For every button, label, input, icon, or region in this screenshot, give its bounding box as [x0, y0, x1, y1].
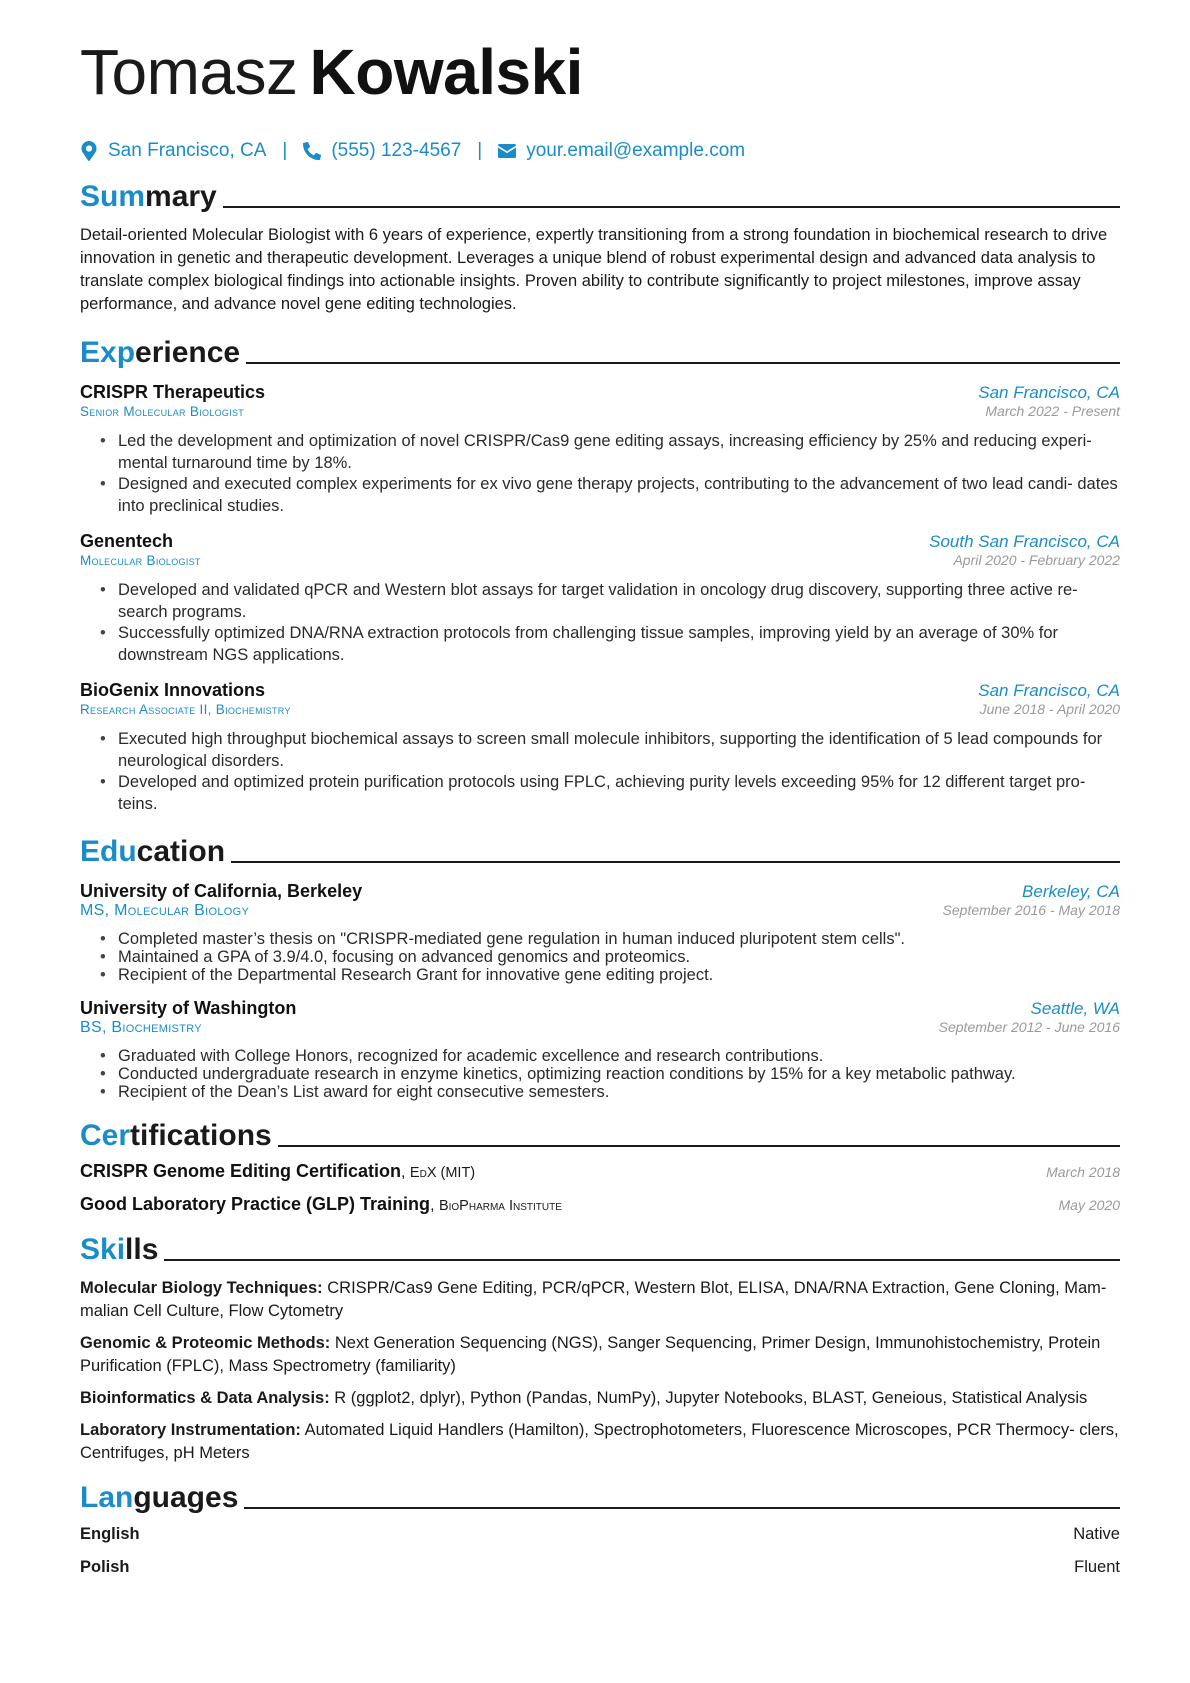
employer-location: San Francisco, CA — [978, 383, 1120, 402]
section-rule — [278, 1145, 1120, 1147]
skill-label: Bioinformatics & Data Analysis: — [80, 1389, 330, 1407]
degree: MS, Molecular Biology — [80, 902, 250, 919]
job-bullets — [80, 431, 1120, 517]
skill-value: Next Generation Sequencing (NGS), Sanger Sequencing, Primer Design, Immunohistochemistry, Protein Purification (FPLC), Mass Spectrometry (familiarity) — [80, 1334, 1101, 1375]
languages-heading — [80, 1479, 1120, 1513]
study-dates: September 2012 - June 2016 — [938, 1019, 1120, 1035]
heading-accent: Cer — [80, 1119, 131, 1152]
heading-accent: Sum — [80, 180, 146, 213]
heading-rest: lls — [125, 1233, 159, 1266]
contact-location — [80, 140, 266, 162]
employer-location: San Francisco, CA — [978, 681, 1120, 700]
contact-separator: | — [282, 140, 288, 161]
list-item: • Recipient of the Departmental Research Grant for innovative gene editing project. — [118, 966, 1120, 984]
employer-name: BioGenix Innovations — [80, 680, 266, 700]
certification-name: Good Laboratory Practice (GLP) Training — [80, 1194, 431, 1214]
job-title: Molecular Biologist — [80, 553, 201, 568]
school-location: Seattle, WA — [1030, 999, 1120, 1018]
skill-label: Molecular Biology Techniques: — [80, 1279, 323, 1297]
school-location: Berkeley, CA — [1022, 882, 1120, 901]
job-dates: June 2018 - April 2020 — [979, 701, 1120, 717]
education-bullets — [80, 930, 1120, 984]
list-item: • Completed master’s thesis on "CRISPR-mediated gene regulation in human induced pluripotent stem cells". — [118, 930, 1120, 948]
language-row — [80, 1558, 1120, 1581]
certification-issuer: EdX (MIT) — [409, 1165, 476, 1181]
heading-rest: mary — [145, 180, 217, 213]
contact-bar — [80, 138, 1120, 164]
map-marker-icon — [80, 141, 98, 161]
language-level: Native — [1073, 1525, 1120, 1543]
heading-rest: cation — [136, 835, 226, 868]
language-level: Fluent — [1074, 1558, 1120, 1576]
education-heading — [80, 833, 1120, 867]
certification-name: CRISPR Genome Editing Certification — [80, 1161, 402, 1181]
envelope-icon — [498, 141, 516, 161]
certification-issuer: BioPharma Institute — [438, 1198, 562, 1214]
language-name: English — [80, 1525, 140, 1543]
list-item: • Developed and optimized protein purification protocols using FPLC, achieving purity levels exceeding 95% for 12 different target pro- teins. — [118, 772, 1120, 815]
skill-group — [80, 1277, 1120, 1323]
contact-separator: | — [477, 140, 483, 161]
list-item: • Executed high throughput biochemical assays to screen small molecule inhibitors, supporting the identification of 5 lead compounds for neurological disorders. — [118, 729, 1120, 772]
contact-phone[interactable] — [303, 140, 461, 162]
education-bullets — [80, 1047, 1120, 1101]
job-title: Senior Molecular Biologist — [80, 404, 245, 419]
experience-heading — [80, 334, 1120, 368]
certification-item: Good Laboratory Practice (GLP) Training, BioPharma Institute May 2020 — [80, 1194, 1120, 1214]
employer-name: Genentech — [80, 531, 174, 551]
heading-rest: erience — [135, 336, 241, 369]
skills-heading — [80, 1231, 1120, 1265]
certification-date: March 2018 — [1046, 1164, 1120, 1180]
list-item: • Designed and executed complex experiments for ex vivo gene therapy projects, contributing to the advancement of two lead candi- dates into preclinical studies. — [118, 474, 1120, 517]
certification-date: May 2020 — [1058, 1197, 1120, 1213]
phone-icon — [303, 141, 321, 161]
first-name: Tomasz — [80, 36, 298, 108]
email-link: your.email@example.com — [526, 140, 746, 161]
degree: BS, Biochemistry — [80, 1019, 202, 1036]
contact-email[interactable] — [498, 140, 745, 162]
section-rule — [231, 861, 1120, 863]
experience-entry — [80, 680, 1120, 815]
employer-name: CRISPR Therapeutics — [80, 382, 266, 402]
section-rule — [223, 206, 1120, 208]
certifications-heading — [80, 1117, 1120, 1151]
last-name: Kowalski — [309, 36, 583, 108]
skill-group — [80, 1332, 1120, 1378]
list-item: • Graduated with College Honors, recognized for academic excellence and research contributions. — [118, 1047, 1120, 1065]
heading-accent: Exp — [80, 336, 136, 369]
experience-entry — [80, 531, 1120, 666]
language-row — [80, 1525, 1120, 1548]
study-dates: September 2016 - May 2018 — [942, 902, 1120, 918]
section-rule — [244, 1507, 1120, 1509]
resume-page — [80, 36, 1120, 1581]
skill-label: Laboratory Instrumentation: — [80, 1421, 301, 1439]
job-dates: April 2020 - February 2022 — [953, 552, 1120, 568]
school-name: University of Washington — [80, 998, 297, 1018]
language-name: Polish — [80, 1558, 130, 1576]
education-entry — [80, 998, 1120, 1101]
experience-entry — [80, 382, 1120, 517]
list-item: • Successfully optimized DNA/RNA extraction protocols from challenging tissue samples, improving yield by an average of 30% for downstream NGS applications. — [118, 623, 1120, 666]
skill-group — [80, 1419, 1120, 1465]
summary-text: Detail-oriented Molecular Biologist with 6 years of experience, expertly transitioning from a strong foundation in biochemical research to drive innovation in genetic and therapeutic development. Leverages a unique blend of robust experimental design and advanced data analysis to translate complex biological findings into actionable insights. Proven ability to contribute significantly to project milestones, improve assay performance, and advance novel gene editing technologies. — [80, 226, 1108, 313]
heading-rest: tifications — [130, 1119, 272, 1152]
employer-location: South San Francisco, CA — [929, 532, 1120, 551]
heading-accent: Ski — [80, 1233, 126, 1266]
list-item: • Maintained a GPA of 3.9/4.0, focusing on advanced genomics and proteomics. — [118, 948, 1120, 966]
job-bullets — [80, 729, 1120, 815]
skill-label: Genomic & Proteomic Methods: — [80, 1334, 331, 1352]
job-title: Research Associate II, Biochemistry — [80, 702, 291, 717]
section-rule — [164, 1259, 1120, 1261]
skill-group — [80, 1387, 1120, 1410]
list-item: • Developed and validated qPCR and Western blot assays for target validation in oncology drug discovery, supporting three active re- search programs. — [118, 580, 1120, 623]
heading-rest: guages — [133, 1481, 239, 1514]
skill-value: R (ggplot2, dplyr), Python (Pandas, NumPy), Jupyter Notebooks, BLAST, Geneious, Statistical Analysis — [334, 1389, 1088, 1407]
skill-value: CRISPR/Cas9 Gene Editing, PCR/qPCR, Western Blot, ELISA, DNA/RNA Extraction, Gene Cloning, Mam- malian Cell Culture, Flow Cytometry — [80, 1279, 1107, 1320]
location-text: San Francisco, CA — [108, 140, 267, 161]
school-name: University of California, Berkeley — [80, 881, 363, 901]
list-item: • Led the development and optimization of novel CRISPR/Cas9 gene editing assays, increasing efficiency by 25% and reducing experi- mental turnaround time by 18%. — [118, 431, 1120, 474]
job-bullets — [80, 580, 1120, 666]
heading-accent: Lan — [80, 1481, 134, 1514]
section-rule — [246, 362, 1120, 364]
list-item: • Conducted undergraduate research in enzyme kinetics, optimizing reaction conditions by 15% for a key metabolic pathway. — [118, 1065, 1120, 1083]
education-entry — [80, 881, 1120, 984]
candidate-name — [80, 36, 1120, 116]
job-dates: March 2022 - Present — [985, 403, 1120, 419]
skill-value: Automated Liquid Handlers (Hamilton), Spectrophotometers, Fluorescence Microscopes, PCR Thermocy- clers, Centrifuges, pH Meters — [80, 1421, 1119, 1462]
list-item: • Recipient of the Dean’s List award for eight consecutive semesters. — [118, 1083, 1120, 1101]
phone-text: (555) 123-4567 — [331, 140, 462, 161]
heading-accent: Edu — [80, 835, 137, 868]
certification-item: CRISPR Genome Editing Certification, EdX (MIT) March 2018 — [80, 1161, 1120, 1181]
summary-heading — [80, 178, 1120, 212]
